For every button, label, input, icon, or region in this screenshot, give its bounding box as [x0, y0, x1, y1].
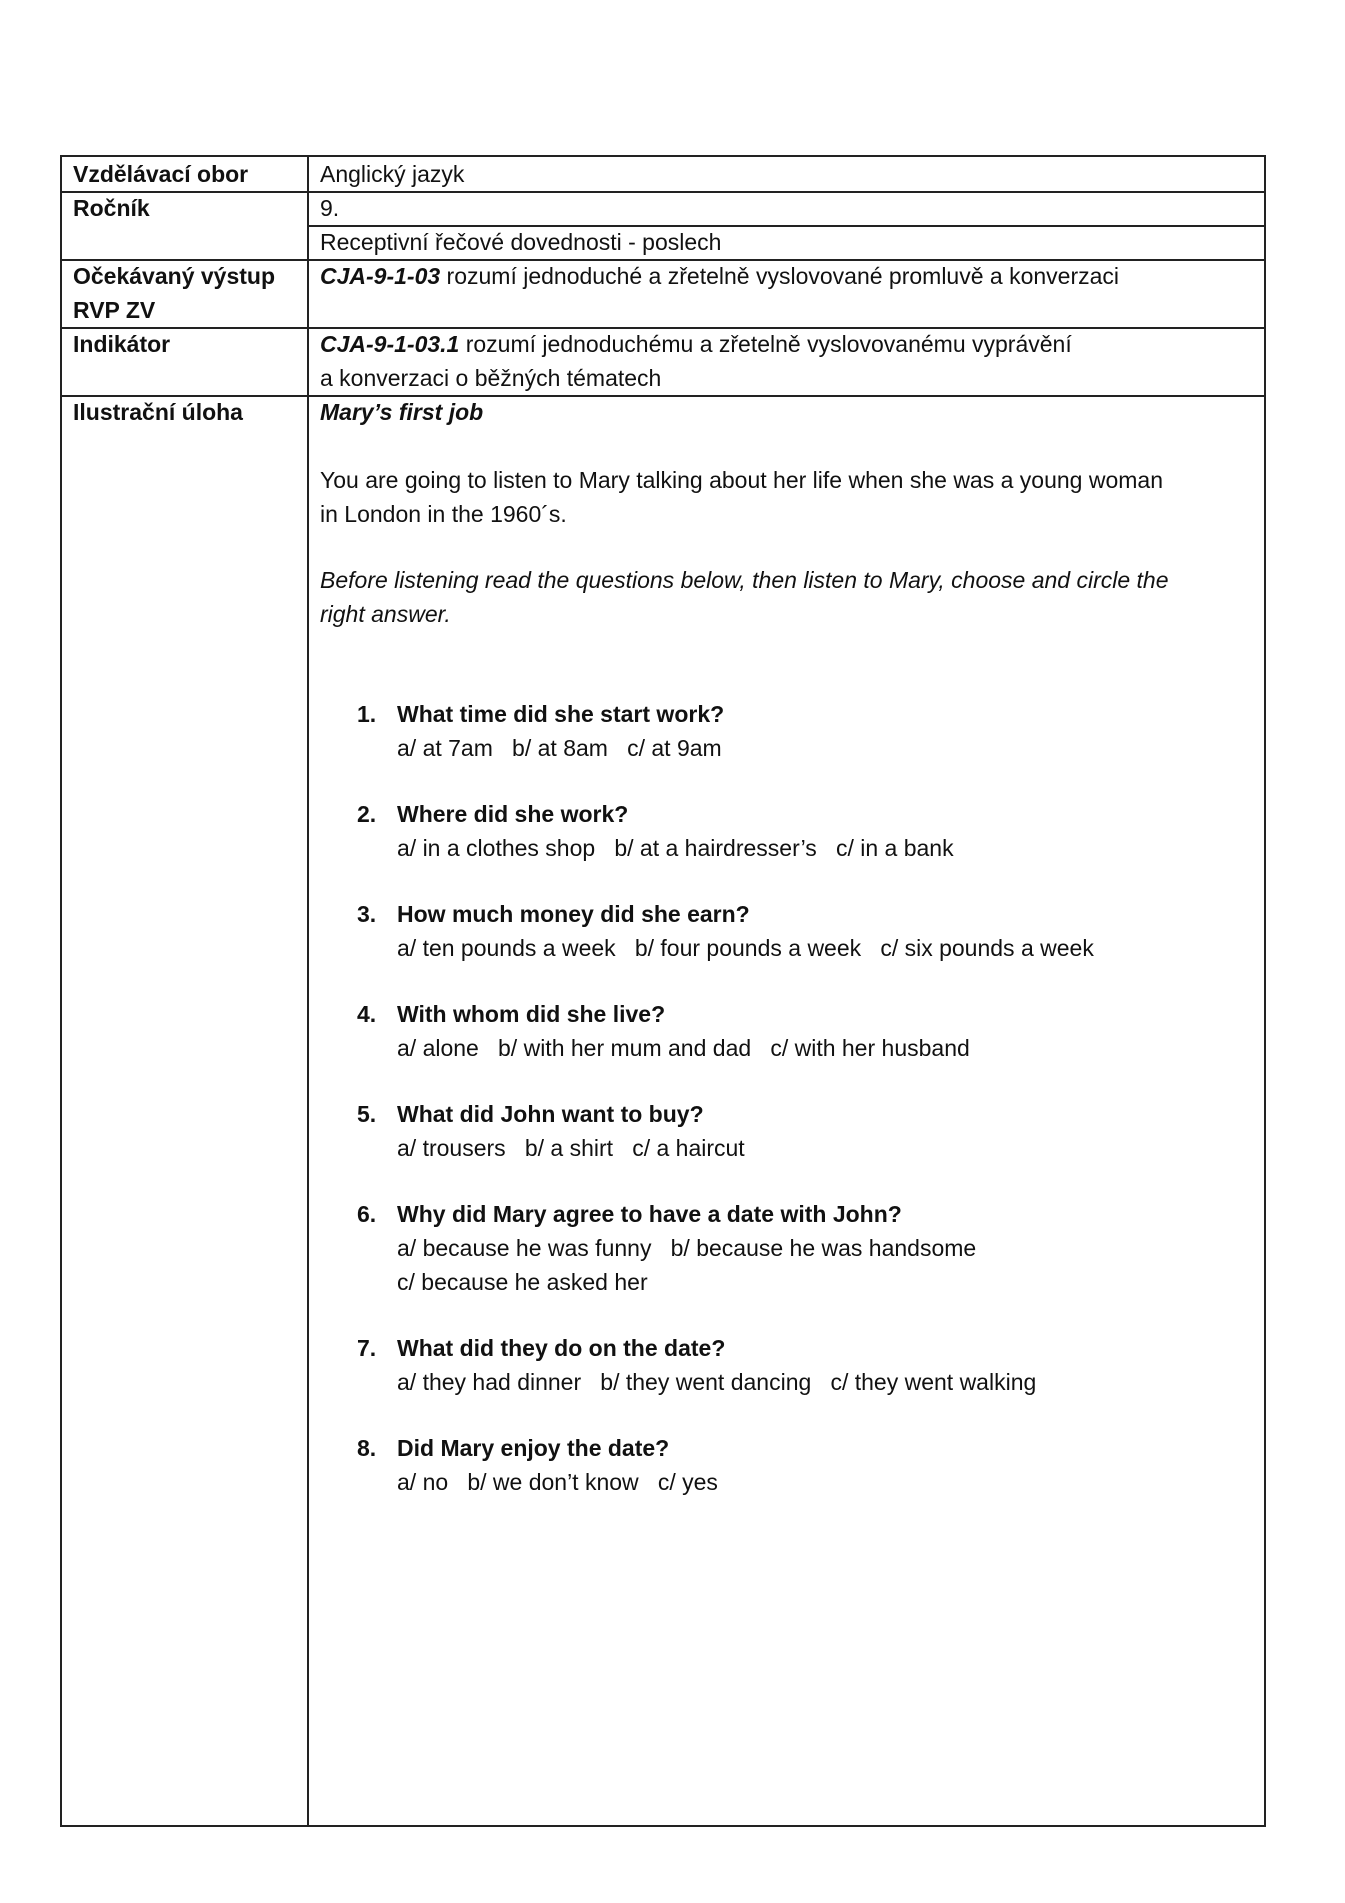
task-instruction: [320, 563, 1252, 631]
column-divider: [307, 157, 309, 1825]
expected-output-text: rozumí jednoduché a zřetelně vyslovované promluvě a konverzaci: [440, 263, 1120, 289]
expected-output-code: CJA-9-1-03: [320, 263, 441, 289]
question-text: How much money did she earn?: [397, 901, 750, 927]
task-intro: [320, 463, 1252, 531]
task-intro-line1: You are going to listen to Mary talking about her life when she was a young woman: [320, 467, 1163, 493]
question-answers: a/ ten pounds a week b/ four pounds a week c/ six pounds a week: [397, 935, 1094, 961]
question-answers: a/ trousers b/ a shirt c/ a haircut: [397, 1135, 745, 1161]
question-text: With whom did she live?: [397, 1001, 666, 1027]
task-instruction-line2: right answer.: [320, 601, 451, 627]
question-text: Why did Mary agree to have a date with John?: [397, 1201, 902, 1227]
task-title: Mary’s first job: [320, 399, 484, 425]
question-answers: a/ in a clothes shop b/ at a hairdresser’s c/ in a bank: [397, 835, 954, 861]
question-answers-cont: c/ because he asked her: [397, 1269, 648, 1295]
value-subject: Anglický jazyk: [320, 161, 465, 187]
task-intro-line2: in London in the 1960´s.: [320, 501, 567, 527]
question-number: 8.: [357, 1435, 377, 1461]
question-7: [357, 1331, 1237, 1399]
question-number: 5.: [357, 1101, 377, 1127]
question-answers: a/ they had dinner b/ they went dancing c/ they went walking: [397, 1369, 1037, 1395]
question-answers: a/ no b/ we don’t know c/ yes: [397, 1469, 718, 1495]
question-number: 2.: [357, 801, 377, 827]
label-expected-output-line1: Očekávaný výstup: [73, 263, 276, 289]
question-number: 7.: [357, 1335, 377, 1361]
label-grade: Ročník: [73, 195, 150, 221]
question-text: What did John want to buy?: [397, 1101, 704, 1127]
question-answers: a/ because he was funny b/ because he was handsome: [397, 1235, 977, 1261]
question-4: [357, 997, 1237, 1065]
value-expected-output: [320, 259, 1252, 293]
question-1: [357, 697, 1237, 765]
question-2: [357, 797, 1237, 865]
indicator-code: CJA-9-1-03.1: [320, 331, 460, 357]
label-indicator: Indikátor: [73, 331, 171, 357]
indicator-text-line1: rozumí jednoduchému a zřetelně vyslovovanému vyprávění: [459, 331, 1072, 357]
question-text: What did they do on the date?: [397, 1335, 726, 1361]
question-text: What time did she start work?: [397, 701, 725, 727]
label-illustrative-task: Ilustrační úloha: [73, 399, 243, 425]
worksheet-table: [60, 155, 1266, 1827]
question-5: [357, 1097, 1237, 1165]
value-grade: 9.: [320, 195, 340, 221]
question-number: 1.: [357, 701, 377, 727]
question-number: 3.: [357, 901, 377, 927]
question-6: [357, 1197, 1237, 1299]
question-text: Where did she work?: [397, 801, 629, 827]
value-indicator: [320, 327, 1252, 395]
question-answers: a/ alone b/ with her mum and dad c/ with her husband: [397, 1035, 970, 1061]
indicator-text-line2: a konverzaci o běžných tématech: [320, 365, 662, 391]
question-number: 6.: [357, 1201, 377, 1227]
label-expected-output: [73, 259, 275, 327]
question-answers: a/ at 7am b/ at 8am c/ at 9am: [397, 735, 722, 761]
question-8: [357, 1431, 1237, 1499]
question-text: Did Mary enjoy the date?: [397, 1435, 670, 1461]
label-subject: Vzdělávací obor: [73, 161, 249, 187]
label-expected-output-line2: RVP ZV: [73, 297, 156, 323]
value-skill: Receptivní řečové dovednosti - poslech: [320, 229, 722, 255]
task-instruction-line1: Before listening read the questions below, then listen to Mary, choose and circle the: [320, 567, 1169, 593]
question-number: 4.: [357, 1001, 377, 1027]
question-3: [357, 897, 1237, 965]
